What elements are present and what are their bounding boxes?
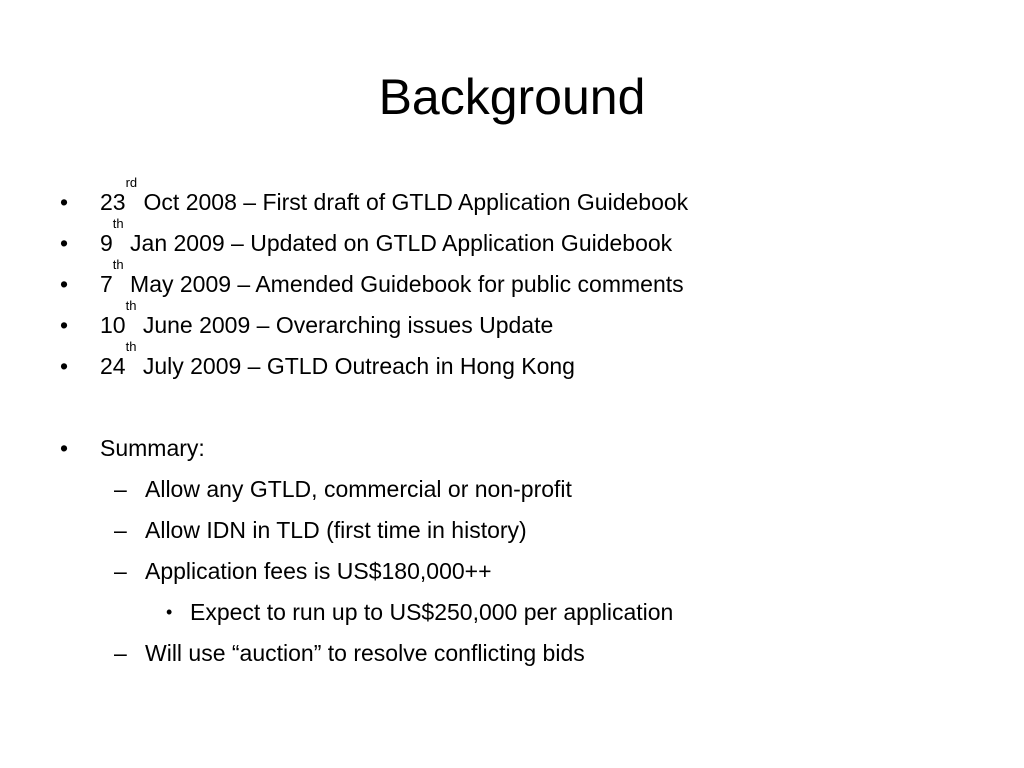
bullet-text: 7th May 2009 – Amended Guidebook for public comments xyxy=(100,257,684,297)
dash-icon: – xyxy=(114,640,127,666)
list-item xyxy=(60,298,980,346)
bullet-icon: • xyxy=(60,189,69,215)
bullet-text: 23rd Oct 2008 – First draft of GTLD Application Guidebook xyxy=(100,175,689,215)
list-item xyxy=(60,592,980,633)
bullet-icon: • xyxy=(60,230,69,256)
dash-icon: – xyxy=(114,476,127,502)
spacer xyxy=(60,387,980,428)
list-item xyxy=(60,216,980,264)
sub-item-text: Expect to run up to US$250,000 per application xyxy=(190,599,674,625)
bullet-icon: • xyxy=(60,271,69,297)
list-item xyxy=(60,469,980,510)
slide-title: Background xyxy=(378,69,646,125)
list-item xyxy=(60,551,980,592)
dash-icon: – xyxy=(114,558,127,584)
bullet-icon: • xyxy=(60,353,69,379)
bullet-text: 9th Jan 2009 – Updated on GTLD Application Guidebook xyxy=(100,216,673,256)
summary-item-text: Will use “auction” to resolve conflicting bids xyxy=(145,640,585,666)
summary-item-text: Allow IDN in TLD (first time in history) xyxy=(145,517,527,543)
summary-item-text: Allow any GTLD, commercial or non-profit xyxy=(145,476,572,502)
list-item xyxy=(60,633,980,674)
dash-icon: – xyxy=(114,517,127,543)
summary-heading xyxy=(60,428,980,469)
bullet-text: 24th July 2009 – GTLD Outreach in Hong Kong xyxy=(100,339,575,379)
bullet-text: 10th June 2009 – Overarching issues Update xyxy=(100,298,554,338)
bullet-icon: • xyxy=(60,312,69,338)
bullet-icon: • xyxy=(166,602,173,622)
summary-label: Summary: xyxy=(100,435,205,461)
list-item xyxy=(60,175,980,223)
list-item xyxy=(60,257,980,305)
slide-body xyxy=(60,175,980,674)
summary-item-text: Application fees is US$180,000++ xyxy=(145,558,492,584)
bullet-icon: • xyxy=(60,435,69,461)
list-item xyxy=(60,339,980,387)
list-item xyxy=(60,510,980,551)
